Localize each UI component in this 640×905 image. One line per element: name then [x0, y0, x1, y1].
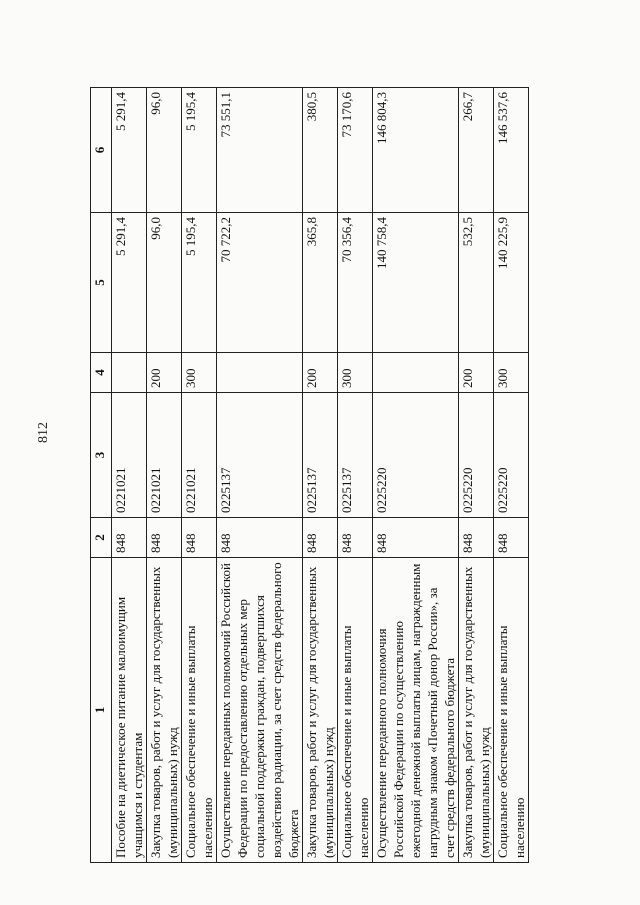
- column-header: 3: [91, 393, 112, 518]
- row-type-code: 200: [459, 353, 494, 393]
- row-sum-5: 140 758,4: [373, 213, 459, 353]
- row-sum-6: 5 291,4: [112, 88, 147, 213]
- row-admin-code: 848: [182, 518, 217, 558]
- row-target-code: 0225137: [217, 393, 303, 518]
- row-sum-6: 146 537,6: [494, 88, 529, 213]
- row-target-code: 0225220: [373, 393, 459, 518]
- row-name: Социальное обеспечение и иные выплаты населению: [338, 558, 373, 863]
- row-sum-5: 365,8: [303, 213, 338, 353]
- row-sum-6: 73 170,6: [338, 88, 373, 213]
- column-header: 5: [91, 213, 112, 353]
- table-row: [494, 88, 529, 863]
- column-header: 4: [91, 353, 112, 393]
- row-type-code: [373, 353, 459, 393]
- row-name: Социальное обеспечение и иные выплаты населению: [182, 558, 217, 863]
- row-admin-code: 848: [494, 518, 529, 558]
- row-name: Закупка товаров, работ и услуг для государственных (муниципальных) нужд: [147, 558, 182, 863]
- row-target-code: 0221021: [147, 393, 182, 518]
- row-sum-5: 96,0: [147, 213, 182, 353]
- row-admin-code: 848: [373, 518, 459, 558]
- row-sum-6: 96,0: [147, 88, 182, 213]
- table-row: [373, 88, 459, 863]
- row-name: Осуществление переданного полномочия Российской Федерации по осуществлению ежегодной денежной выплаты лицам, награжденным нагрудным знаком «Почетный донор России», за счет средств федерального бюджета: [373, 558, 459, 863]
- row-sum-6: 5 195,4: [182, 88, 217, 213]
- table-row: [147, 88, 182, 863]
- row-name: Закупка товаров, работ и услуг для государственных (муниципальных) нужд: [459, 558, 494, 863]
- table-row: [459, 88, 494, 863]
- row-sum-6: 73 551,1: [217, 88, 303, 213]
- row-sum-5: 5 195,4: [182, 213, 217, 353]
- row-target-code: 0225220: [494, 393, 529, 518]
- row-target-code: 0225137: [338, 393, 373, 518]
- table-row: [338, 88, 373, 863]
- row-admin-code: 848: [338, 518, 373, 558]
- row-target-code: 0221021: [112, 393, 147, 518]
- row-sum-5: 140 225,9: [494, 213, 529, 353]
- row-name: Закупка товаров, работ и услуг для государственных (муниципальных) нужд: [303, 558, 338, 863]
- header-row: [91, 88, 112, 863]
- row-sum-5: 532,5: [459, 213, 494, 353]
- table-row: [217, 88, 303, 863]
- row-admin-code: 848: [303, 518, 338, 558]
- row-type-code: [217, 353, 303, 393]
- row-admin-code: 848: [112, 518, 147, 558]
- rotated-table-container: [90, 88, 550, 863]
- table-row: [303, 88, 338, 863]
- row-sum-6: 380,5: [303, 88, 338, 213]
- row-admin-code: 848: [459, 518, 494, 558]
- row-sum-5: 70 722,2: [217, 213, 303, 353]
- row-type-code: 200: [147, 353, 182, 393]
- row-name: Осуществление переданных полномочий Российской Федерации по предоставлению отдельных мер социальной поддержки граждан, подвергшихся воздействию радиации, за счет средств федерального бюджета: [217, 558, 303, 863]
- budget-table: [90, 87, 529, 863]
- row-admin-code: 848: [217, 518, 303, 558]
- row-type-code: [112, 353, 147, 393]
- row-type-code: 300: [182, 353, 217, 393]
- column-header: 1: [91, 558, 112, 863]
- row-type-code: 300: [338, 353, 373, 393]
- row-target-code: 0225137: [303, 393, 338, 518]
- row-name: Пособие на диетическое питание малоимущим учащимся и студентам: [112, 558, 147, 863]
- row-type-code: 200: [303, 353, 338, 393]
- row-sum-6: 146 804,3: [373, 88, 459, 213]
- table-row: [182, 88, 217, 863]
- row-type-code: 300: [494, 353, 529, 393]
- row-sum-5: 70 356,4: [338, 213, 373, 353]
- row-name: Социальное обеспечение и иные выплаты населению: [494, 558, 529, 863]
- row-sum-5: 5 291,4: [112, 213, 147, 353]
- table-row: [112, 88, 147, 863]
- row-target-code: 0221021: [182, 393, 217, 518]
- column-header: 2: [91, 518, 112, 558]
- row-target-code: 0225220: [459, 393, 494, 518]
- row-admin-code: 848: [147, 518, 182, 558]
- column-header: 6: [91, 88, 112, 213]
- page-number: 812: [36, 422, 51, 443]
- row-sum-6: 266,7: [459, 88, 494, 213]
